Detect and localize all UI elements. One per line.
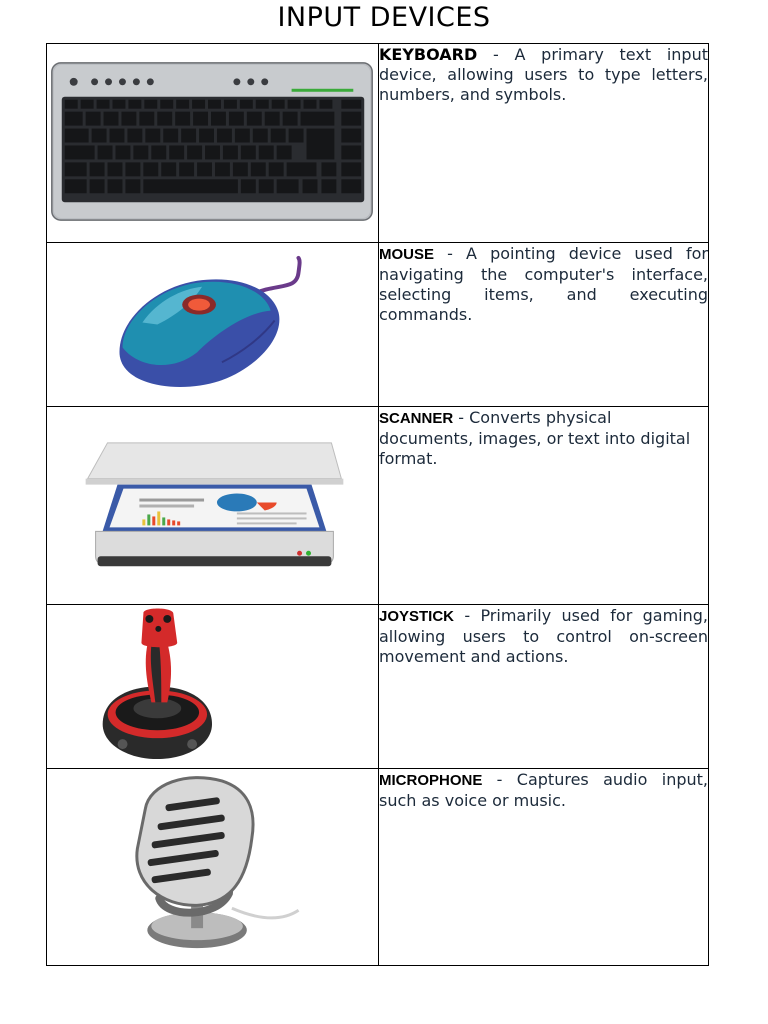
table-row bbox=[47, 605, 709, 769]
mouse-illustration bbox=[47, 243, 378, 406]
mouse-description-cell bbox=[379, 243, 709, 407]
table-row bbox=[47, 407, 709, 605]
scanner-image-cell bbox=[47, 407, 379, 605]
keyboard-description-cell bbox=[379, 44, 709, 243]
scanner-illustration bbox=[47, 407, 378, 604]
devices-table bbox=[46, 43, 709, 966]
device-name-keyboard: KEYBOARD bbox=[379, 45, 478, 64]
scanner-description-cell bbox=[379, 407, 709, 605]
microphone-description-cell bbox=[379, 769, 709, 966]
mouse-description: MOUSE - A pointing device used for navigating the computer's interface, selecting items, and executing commands. bbox=[379, 244, 708, 324]
table-row bbox=[47, 243, 709, 407]
microphone-illustration bbox=[47, 769, 378, 965]
joystick-illustration bbox=[47, 605, 378, 768]
table-row bbox=[47, 44, 709, 243]
device-name-microphone: MICROPHONE bbox=[379, 772, 483, 789]
joystick-image-cell bbox=[47, 605, 379, 769]
microphone-description: MICROPHONE - Captures audio input, such as voice or music. bbox=[379, 770, 708, 810]
joystick-description-cell bbox=[379, 605, 709, 769]
keyboard-illustration bbox=[47, 44, 378, 242]
scanner-description: SCANNER - Converts physical documents, images, or text into digital format. bbox=[379, 408, 691, 468]
table-row bbox=[47, 769, 709, 966]
keyboard-description: KEYBOARD - A primary text input device, allowing users to type letters, numbers, and symbols. bbox=[379, 45, 708, 104]
microphone-image-cell bbox=[47, 769, 379, 966]
device-name-scanner: SCANNER bbox=[379, 410, 454, 427]
device-name-joystick: JOYSTICK bbox=[379, 608, 455, 625]
device-name-mouse: MOUSE bbox=[379, 246, 435, 263]
joystick-description: JOYSTICK - Primarily used for gaming, allowing users to control on-screen movement and actions. bbox=[379, 606, 708, 666]
mouse-image-cell bbox=[47, 243, 379, 407]
page-title: INPUT DEVICES bbox=[277, 2, 491, 33]
keyboard-image-cell bbox=[47, 44, 379, 243]
